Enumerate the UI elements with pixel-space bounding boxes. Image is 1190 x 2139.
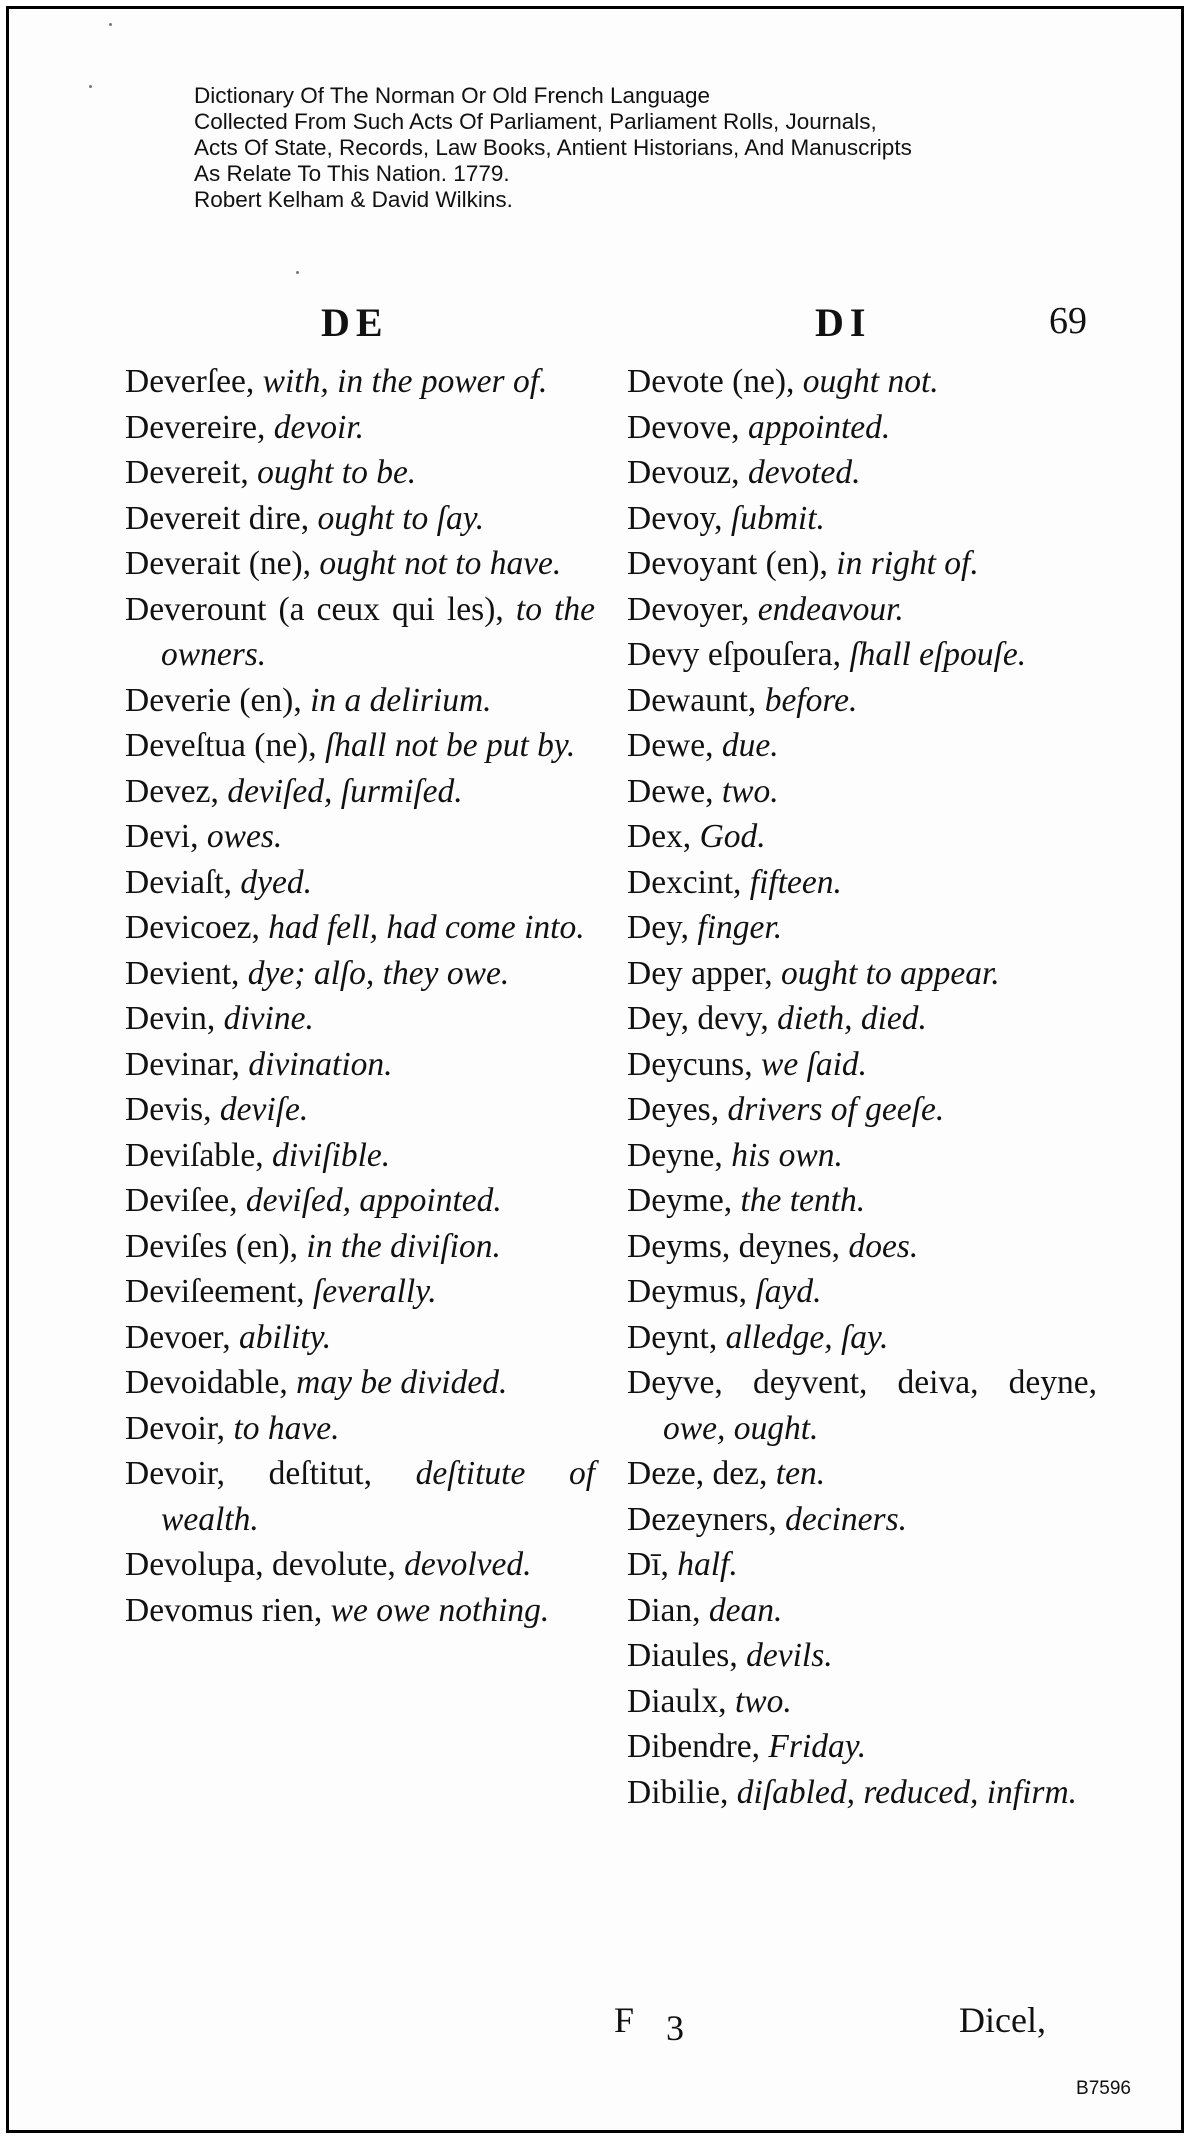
dictionary-entry xyxy=(627,678,1097,724)
entry-definition: ſeverally. xyxy=(312,1273,437,1310)
running-head-left: DE xyxy=(321,300,389,345)
dictionary-entry xyxy=(627,632,1097,678)
entry-definition: ſhall eſpouſe. xyxy=(849,636,1027,673)
entry-definition: dieth, died. xyxy=(777,1000,927,1037)
entry-headword: Deymus, xyxy=(627,1273,748,1310)
entry-headword: Deviſeement, xyxy=(125,1273,305,1310)
entry-headword: Dey apper, xyxy=(627,954,773,992)
entry-definition: in the diviſion. xyxy=(306,1227,501,1265)
entry-headword: Devi, xyxy=(125,818,199,855)
dictionary-entry xyxy=(125,996,595,1042)
dictionary-entry xyxy=(627,1542,1097,1588)
dictionary-entry xyxy=(627,541,1097,587)
entry-headword: Dey, xyxy=(627,909,690,946)
entry-headword: Devove, xyxy=(627,408,740,446)
entry-definition: endeavour. xyxy=(757,590,904,628)
dictionary-entry xyxy=(125,951,595,997)
dictionary-entry xyxy=(125,541,595,587)
entry-definition: devoted. xyxy=(747,454,861,491)
entry-headword: Deyme, xyxy=(627,1182,733,1219)
entry-headword: Devoidable, xyxy=(125,1364,288,1401)
entry-definition: divine. xyxy=(223,1000,314,1037)
entry-headword: Dibilie, xyxy=(627,1773,729,1811)
paper-speck xyxy=(109,23,112,26)
entry-headword: Devoyer, xyxy=(627,590,750,628)
dictionary-entry xyxy=(627,951,1097,997)
document-header xyxy=(194,83,912,213)
entry-definition: ſhall not be put by. xyxy=(324,727,576,764)
entry-definition: ought not to have. xyxy=(319,545,562,582)
entry-definition: does. xyxy=(848,1227,919,1265)
entry-headword: Devouz, xyxy=(627,454,740,491)
entry-definition: dean. xyxy=(708,1591,783,1629)
entry-headword: Dibendre, xyxy=(627,1728,761,1765)
entry-definition: in a delirium. xyxy=(310,681,492,719)
entry-headword: Devis, xyxy=(125,1091,212,1128)
entry-definition: his own. xyxy=(731,1136,843,1174)
dictionary-entry xyxy=(125,1178,595,1224)
dictionary-entry xyxy=(125,1224,595,1270)
entry-definition: we ſaid. xyxy=(760,1045,868,1083)
dictionary-entry xyxy=(125,1269,595,1315)
signature-number: 3 xyxy=(666,2008,684,2048)
entry-headword: Deverait (ne), xyxy=(125,545,312,582)
entry-definition: ſayd. xyxy=(755,1273,822,1310)
entry-definition: ſubmit. xyxy=(730,499,825,537)
entry-headword: Deverſee, xyxy=(125,363,255,400)
entry-headword: Dewaunt, xyxy=(627,681,757,719)
entry-headword: Devez, xyxy=(125,772,219,810)
entry-headword: Deviſee, xyxy=(125,1182,238,1219)
dictionary-entry xyxy=(627,1497,1097,1543)
entry-headword: Deyms, deynes, xyxy=(627,1227,841,1265)
dictionary-entry xyxy=(125,1406,595,1452)
dictionary-entry xyxy=(627,1133,1097,1179)
entry-definition: ought to appear. xyxy=(781,954,1000,992)
entry-definition: diſabled, reduced, infirm. xyxy=(736,1773,1078,1811)
entry-headword: Dexcint, xyxy=(627,863,742,901)
catalog-code: B7596 xyxy=(1076,2078,1131,2099)
entry-definition: diviſible. xyxy=(271,1136,391,1174)
entry-definition: to have. xyxy=(233,1409,340,1447)
page-frame xyxy=(6,6,1184,2133)
header-line: Collected From Such Acts Of Parliament, Parliament Rolls, Journals, xyxy=(194,109,877,134)
entry-definition: two. xyxy=(721,772,779,810)
dictionary-entry xyxy=(627,723,1097,769)
entry-definition: ability. xyxy=(239,1318,332,1356)
entry-headword: Deycuns, xyxy=(627,1045,753,1083)
entry-headword: Deyes, xyxy=(627,1091,720,1128)
entry-definition: drivers of geeſe. xyxy=(727,1091,945,1128)
dictionary-entry xyxy=(627,1679,1097,1725)
dictionary-entry xyxy=(627,905,1097,951)
dictionary-entry xyxy=(125,769,595,815)
entry-definition: due. xyxy=(721,727,779,764)
catchword: Dicel, xyxy=(959,2000,1046,2040)
dictionary-entry xyxy=(125,1360,595,1406)
entry-headword: Devient, xyxy=(125,954,240,992)
entry-definition: had fell, had come into. xyxy=(268,909,585,946)
entry-headword: Devoir, xyxy=(125,1409,226,1447)
dictionary-entry xyxy=(627,1269,1097,1315)
entry-definition: deviſed, appointed. xyxy=(245,1182,502,1219)
entry-definition: devils. xyxy=(746,1637,833,1674)
entry-headword: Devoer, xyxy=(125,1318,231,1356)
dictionary-entry xyxy=(125,1588,595,1634)
dictionary-entry xyxy=(125,678,595,724)
header-line: As Relate To This Nation. 1779. xyxy=(194,161,510,186)
entry-headword: Devolupa, devolute, xyxy=(125,1546,396,1583)
entry-headword: Dian, xyxy=(627,1591,701,1629)
entry-headword: Dezeyners, xyxy=(627,1500,777,1538)
dictionary-entry xyxy=(125,496,595,542)
entry-headword: Devote (ne), xyxy=(627,363,795,400)
paper-speck xyxy=(89,85,92,88)
dictionary-entry xyxy=(125,1087,595,1133)
entry-definition: ought to be. xyxy=(257,454,417,491)
entry-definition: the tenth. xyxy=(740,1182,866,1219)
entry-definition: half. xyxy=(677,1546,738,1583)
entry-headword: Deyve, deyvent, deiva, deyne, xyxy=(627,1364,1097,1401)
entry-headword: Devin, xyxy=(125,1000,216,1037)
dictionary-entry xyxy=(627,1315,1097,1361)
dictionary-entry xyxy=(627,1588,1097,1634)
entry-definition: dye; alſo, they owe. xyxy=(247,954,510,992)
entry-headword: Dī, xyxy=(627,1546,669,1583)
dictionary-entry xyxy=(125,1133,595,1179)
entry-definition: devolved. xyxy=(404,1546,532,1583)
entry-headword: Deze, dez, xyxy=(627,1455,768,1492)
dictionary-entry xyxy=(627,996,1097,1042)
dictionary-entry xyxy=(125,405,595,451)
header-line: Robert Kelham & David Wilkins. xyxy=(194,187,513,212)
entry-headword: Devoy, xyxy=(627,499,723,537)
dictionary-entry xyxy=(627,1451,1097,1497)
entry-headword: Devomus rien, xyxy=(125,1591,323,1629)
dictionary-entry xyxy=(125,450,595,496)
entry-headword: Dewe, xyxy=(627,727,714,764)
dictionary-entry xyxy=(627,587,1097,633)
dictionary-entry xyxy=(627,860,1097,906)
entry-headword: Devereit dire, xyxy=(125,499,310,537)
dictionary-entry xyxy=(125,814,595,860)
entry-definition: deſtitute of wealth. xyxy=(161,1455,595,1538)
entry-definition: two. xyxy=(734,1682,792,1720)
entry-definition: in right of. xyxy=(836,545,979,582)
entry-headword: Diaulx, xyxy=(627,1682,727,1720)
entry-definition: ought not. xyxy=(802,363,939,400)
dictionary-entry xyxy=(125,723,595,769)
dictionary-entry xyxy=(627,405,1097,451)
entry-definition: to the owners. xyxy=(161,590,596,673)
entry-headword: Dex, xyxy=(627,818,692,855)
dictionary-entry xyxy=(627,1224,1097,1270)
entry-definition: deciners. xyxy=(785,1500,907,1538)
entry-definition: may be divided. xyxy=(296,1364,508,1401)
dictionary-entry xyxy=(627,1724,1097,1770)
running-head-right: DI xyxy=(815,300,872,345)
entry-headword: Devinar, xyxy=(125,1045,240,1083)
entry-definition: owes. xyxy=(206,818,283,855)
entry-headword: Deveſtua (ne), xyxy=(125,727,317,764)
dictionary-entry xyxy=(125,587,595,678)
entry-headword: Deynt, xyxy=(627,1318,718,1356)
dictionary-entry xyxy=(627,450,1097,496)
dictionary-entry xyxy=(125,359,595,405)
dictionary-entry xyxy=(125,860,595,906)
dictionary-entry xyxy=(627,1360,1097,1451)
dictionary-entry xyxy=(627,1042,1097,1088)
entry-definition: divination. xyxy=(248,1045,393,1083)
entry-definition: ten. xyxy=(775,1455,826,1492)
entry-headword: Deviſes (en), xyxy=(125,1227,299,1265)
entry-headword: Devicoez, xyxy=(125,909,260,946)
entry-definition: finger. xyxy=(697,909,783,946)
entry-headword: Devoir, deſtitut, xyxy=(125,1455,372,1492)
dictionary-entry xyxy=(125,905,595,951)
entry-definition: fifteen. xyxy=(749,863,842,901)
entry-definition: we owe nothing. xyxy=(330,1591,550,1629)
right-column xyxy=(627,359,1097,1815)
entry-headword: Deverount (a ceux qui les), xyxy=(125,590,504,628)
dictionary-entry xyxy=(627,496,1097,542)
entry-headword: Deyne, xyxy=(627,1136,723,1174)
entry-definition: with, in the power of. xyxy=(262,363,548,400)
entry-headword: Diaules, xyxy=(627,1637,738,1674)
entry-definition: deviſe. xyxy=(219,1091,309,1128)
signature-mark: F xyxy=(614,2000,635,2040)
entry-definition: ought to ſay. xyxy=(317,499,485,537)
dictionary-entry xyxy=(627,359,1097,405)
header-line: Dictionary Of The Norman Or Old French Language xyxy=(194,83,711,108)
dictionary-entry xyxy=(627,814,1097,860)
entry-headword: Deverie (en), xyxy=(125,681,302,719)
entry-headword: Devoyant (en), xyxy=(627,545,828,582)
dictionary-entry xyxy=(627,1178,1097,1224)
entry-headword: Dey, devy, xyxy=(627,1000,769,1037)
paper-speck xyxy=(296,271,299,274)
dictionary-entry xyxy=(627,1770,1097,1816)
dictionary-entry xyxy=(627,1087,1097,1133)
entry-headword: Dewe, xyxy=(627,772,714,810)
entry-definition: devoir. xyxy=(273,408,365,446)
entry-headword: Deviaſt, xyxy=(125,863,232,901)
dictionary-entry xyxy=(627,1633,1097,1679)
entry-headword: Devereit, xyxy=(125,454,249,491)
dictionary-entry xyxy=(125,1451,595,1542)
entry-definition: deviſed, ſurmiſed. xyxy=(227,772,463,810)
entry-headword: Deviſable, xyxy=(125,1136,264,1174)
entry-definition: owe, ought. xyxy=(663,1409,819,1447)
dictionary-entry xyxy=(125,1542,595,1588)
entry-headword: Devereire, xyxy=(125,408,266,446)
page-number: 69 xyxy=(1049,300,1087,342)
entry-definition: dyed. xyxy=(240,863,312,901)
entry-headword: Devy eſpouſera, xyxy=(627,636,841,673)
entry-definition: Friday. xyxy=(768,1728,867,1765)
entry-definition: before. xyxy=(764,681,858,719)
header-line: Acts Of State, Records, Law Books, Antient Historians, And Manuscripts xyxy=(194,135,912,160)
entry-definition: alledge, ſay. xyxy=(725,1318,889,1356)
dictionary-entry xyxy=(627,769,1097,815)
dictionary-entry xyxy=(125,1315,595,1361)
entry-definition: God. xyxy=(699,818,766,855)
dictionary-entry xyxy=(125,1042,595,1088)
left-column xyxy=(125,359,595,1633)
entry-definition: appointed. xyxy=(747,408,891,446)
